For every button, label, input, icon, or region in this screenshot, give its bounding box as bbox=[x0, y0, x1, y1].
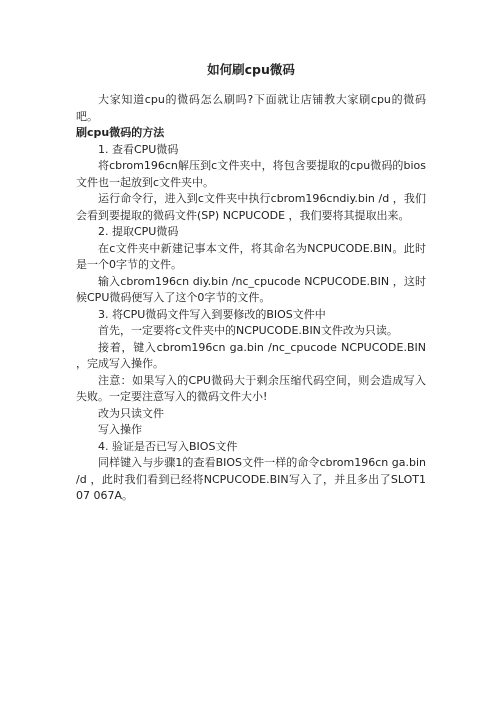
step-3-heading: 3. 将CPU微码文件写入到要修改的BIOS文件中 bbox=[98, 307, 326, 321]
step-4-paragraph: 同样键入与步骤1的查看BIOS文件一样的命令cbrom196cn ga.bin /d ，此时我们看到已经将NCPUCODE.BIN写入了，并且多出了SLOT1 07 067A。 bbox=[76, 456, 426, 502]
caption-write: 写入操作 bbox=[98, 423, 142, 436]
step-1-paragraph-1: 将cbrom196cn解压到c文件夹中，将包含要提取的cpu微码的bios文件也一起放到c文件夹中。 bbox=[76, 159, 426, 189]
step-1-heading: 1. 查看CPU微码 bbox=[98, 142, 179, 156]
note-paragraph: 注意：如果写入的CPU微码大于剩余压缩代码空间，则会造成写入失败。一定要注意写入的微码文件大小! bbox=[76, 373, 426, 403]
step-3-paragraph-2: 接着，键入cbrom196cn ga.bin /nc_cpucode NCPUCODE.BIN ，完成写入操作。 bbox=[76, 340, 426, 370]
step-2-paragraph-1: 在c文件夹中新建记事本文件，将其命名为NCPUCODE.BIN。此时是一个0字节的文件。 bbox=[76, 241, 426, 271]
caption-readonly: 改为只读文件 bbox=[98, 406, 164, 420]
step-1-paragraph-2: 运行命令行，进入到c文件夹中执行cbrom196cndiy.bin /d ，我们会看到要提取的微码文件(SP) NCPUCODE ，我们要将其提取出来。 bbox=[76, 192, 426, 222]
step-2-paragraph-2: 输入cbrom196cn diy.bin /nc_cpucode NCPUCODE.BIN ，这时候CPU微码便写入了这个0字节的文件。 bbox=[76, 274, 426, 304]
step-3-paragraph-1: 首先，一定要将c文件夹中的NCPUCODE.BIN文件改为只读。 bbox=[98, 324, 398, 337]
step-2-heading: 2. 提取CPU微码 bbox=[98, 225, 179, 238]
section-heading: 刷cpu微码的方法 bbox=[76, 126, 165, 139]
page-title: 如何刷cpu微码 bbox=[207, 62, 295, 77]
intro-paragraph: 大家知道cpu的微码怎么刷吗?下面就让店铺教大家刷cpu的微码吧。 bbox=[76, 93, 426, 123]
step-4-heading: 4. 验证是否已写入BIOS文件 bbox=[98, 439, 238, 453]
